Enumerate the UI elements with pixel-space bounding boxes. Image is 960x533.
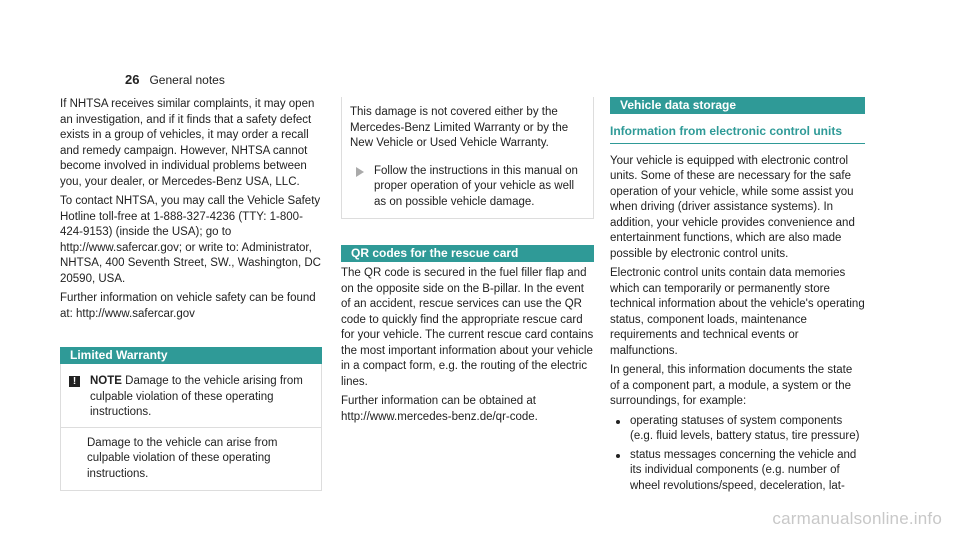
qr-codes-heading: QR codes for the rescue card <box>341 245 594 262</box>
warning-icon: ! <box>69 376 80 387</box>
watermark: carmanualsonline.info <box>772 509 942 528</box>
instruction-step <box>350 152 585 211</box>
column-2 <box>341 97 594 429</box>
note-message: Damage to the vehicle arising from culpable violation of these operating instructions. <box>90 375 303 418</box>
column-1 <box>60 97 322 491</box>
damage-coverage-text: This damage is not covered either by the Mercedes-Benz Limited Warranty or by the New Vehicle or Used Vehicle Warranty. <box>350 106 569 149</box>
list-item: operating statuses of system components (e.g. fluid levels, battery status, tire pressure) <box>610 414 865 445</box>
ecu-paragraph-2: Electronic control units contain data memories which can temporarily or permanently store technical information about the vehicle's operating status, component loads, maintenance requirements and technical events or malfunctions. <box>610 267 865 357</box>
qr-further-info: Further information can be obtained at http://www.mercedes-benz.de/qr-code. <box>341 395 538 423</box>
ecu-info-subheading: Information from electronic control units <box>610 124 865 144</box>
qr-paragraph: The QR code is secured in the fuel filler flap and on the opposite side on the B-pillar. In the event of an accident, rescue services can use the QR code to quickly find the appropriate rescue card for your vehicle. The current rescue card contains the most important information about your vehicle in a compact form, e.g. the routing of the electric lines. <box>341 267 594 388</box>
arrow-right-icon <box>356 167 364 177</box>
note-body: Damage to the vehicle can arise from culpable violation of these operating instructions. <box>87 436 278 480</box>
nhtsa-paragraph: If NHTSA receives similar complaints, it may open an investigation, and if it finds that a safety defect exists in a group of vehicles, it may order a recall and remedy campaign. However, NHTSA cannot become involved in individual problems between you, your dealer, or Mercedes-Benz USA, LLC. <box>60 98 315 188</box>
example-list <box>610 414 865 495</box>
limited-warranty-heading: Limited Warranty <box>60 347 322 364</box>
ecu-paragraph-1: Your vehicle is equipped with electronic control units. Some of these are necessary for the safe operation of your vehicle, while some assist you when driving (driver assistance systems). In addition, your vehicle provides convenience and entertainment functions, which are also made possible by electronic control units. <box>610 154 855 260</box>
page-number: 26 <box>125 72 140 87</box>
column-3 <box>610 97 865 497</box>
contact-paragraph: To contact NHTSA, you may call the Vehicle Safety Hotline toll-free at 1-888-327-4236 (TTY: 1-800-424-9153) (inside the USA); go to http://www.safercar.gov; or write to: Administrator, NHTSA, 400 Seventh Street, SW., Washington, DC 20590, USA. <box>60 195 321 285</box>
note-box <box>60 364 322 491</box>
section-name: General notes <box>149 73 225 87</box>
page-header <box>125 72 225 87</box>
note-continuation-box <box>341 97 594 219</box>
safety-info-paragraph: Further information on vehicle safety can be found at: http://www.safercar.gov <box>60 292 316 320</box>
note-header <box>61 364 321 428</box>
step-text: Follow the instructions in this manual on proper operation of your vehicle as well as on possible vehicle damage. <box>374 164 578 208</box>
vehicle-data-storage-heading: Vehicle data storage <box>610 97 865 114</box>
note-text <box>90 374 313 421</box>
list-item: status messages concerning the vehicle and its individual components (e.g. number of wheel revolutions/speed, deceleration, lat- <box>610 448 865 495</box>
bullet-icon <box>616 420 620 424</box>
ecu-paragraph-3: In general, this information documents the state of a component part, a module, a system or the surroundings, for example: <box>610 364 853 407</box>
bullet-icon <box>616 454 620 458</box>
note-label: NOTE <box>90 375 122 387</box>
